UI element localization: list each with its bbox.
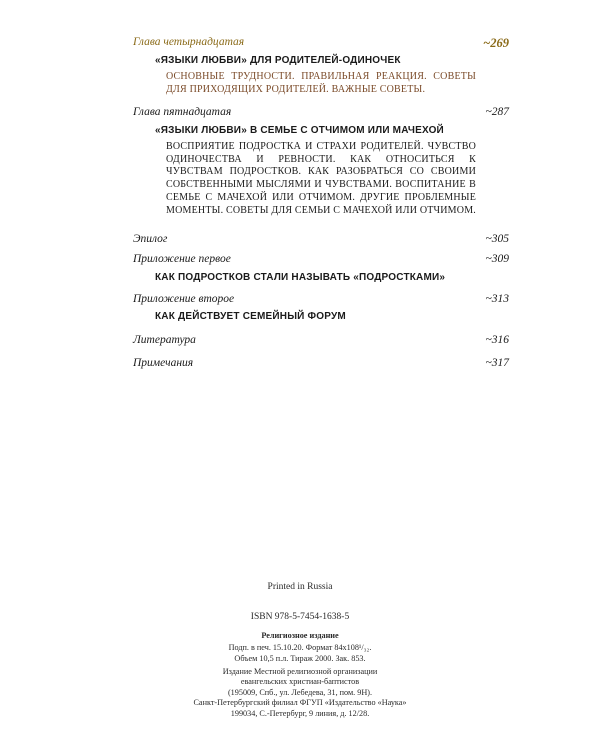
page-number: ~309 bbox=[485, 253, 509, 265]
print-volume: Объем 10,5 п.л. Тираж 2000. Зак. 853. bbox=[234, 654, 366, 663]
publisher-address: (195009, Спб., ул. Лебедева, 31, пом. 9Н). bbox=[227, 688, 373, 697]
chapter-description: ВОСПРИЯТИЕ ПОДРОСТКА И СТРАХИ РОДИТЕЛЕЙ. ЧУВСТВО ОДИНОЧЕСТВА И РЕВНОСТИ. КАК ОТНОСИТЬСЯ К ЧУВСТВАМ ПОДРОСТКОВ. КАК РАЗОБРАТЬСЯ СО СВОИМИ СОБСТВЕННЫМИ МЫСЛЯМИ И ЧУВСТВАМИ. ВОСПИТАНИЕ В СЕМЬЕ С МАЧЕХОЙ ИЛИ ОТЧИМОМ. ДРУГИЕ ПРОБЛЕМНЫЕ МОМЕНТЫ. СОВЕТЫ ДЛЯ СЕМЬИ С МАЧЕХОЙ ИЛИ ОТЧИМОМ. bbox=[166, 141, 476, 216]
publisher-line-2: евангельских христиан-баптистов bbox=[240, 677, 360, 686]
page-number: ~269 bbox=[483, 36, 509, 50]
appendix-title: КАК ДЕЙСТВУЕТ СЕМЕЙНЫЙ ФОРУМ bbox=[155, 311, 346, 322]
page-number: ~317 bbox=[485, 357, 509, 369]
page-number: ~305 bbox=[485, 233, 509, 245]
entry-label: Приложение второе bbox=[133, 293, 235, 305]
printer: Санкт-Петербургский филиал ФГУП «Издательство «Наука» bbox=[193, 698, 407, 707]
chapter-label: Глава пятнадцатая bbox=[133, 106, 232, 118]
chapter-title: «ЯЗЫКИ ЛЮБВИ» В СЕМЬЕ С ОТЧИМОМ ИЛИ МАЧЕХОЙ bbox=[155, 125, 444, 136]
printed-in: Printed in Russia bbox=[267, 582, 333, 592]
page-number: ~313 bbox=[485, 293, 509, 305]
entry-label: Литература bbox=[133, 334, 196, 346]
isbn: ISBN 978-5-7454-1638-5 bbox=[250, 612, 350, 622]
edition-type: Религиозное издание bbox=[261, 631, 339, 640]
entry-label: Примечания bbox=[133, 357, 194, 369]
entry-label: Эпилог bbox=[133, 233, 168, 245]
print-signed: Подп. в печ. 15.10.20. Формат 84x108¹/₃₂. bbox=[228, 643, 372, 652]
chapter-label: Глава четырнадцатая bbox=[133, 36, 245, 48]
appendix-title: КАК ПОДРОСТКОВ СТАЛИ НАЗЫВАТЬ «ПОДРОСТКАМИ» bbox=[155, 272, 446, 283]
chapter-description: ОСНОВНЫЕ ТРУДНОСТИ. ПРАВИЛЬНАЯ РЕАКЦИЯ. СОВЕТЫ ДЛЯ ПРИХОДЯЩИХ РОДИТЕЛЕЙ. ВАЖНЫЕ СОВЕТЫ. bbox=[166, 71, 476, 95]
publisher-line-1: Издание Местной религиозной организации bbox=[222, 667, 378, 676]
page-number: ~287 bbox=[485, 106, 509, 118]
printer-address: 199034, С.-Петербург, 9 линия, д. 12/28. bbox=[230, 709, 370, 718]
page-number: ~316 bbox=[485, 334, 509, 346]
entry-label: Приложение первое bbox=[133, 253, 231, 265]
chapter-title: «ЯЗЫКИ ЛЮБВИ» ДЛЯ РОДИТЕЛЕЙ-ОДИНОЧЕК bbox=[155, 55, 401, 66]
